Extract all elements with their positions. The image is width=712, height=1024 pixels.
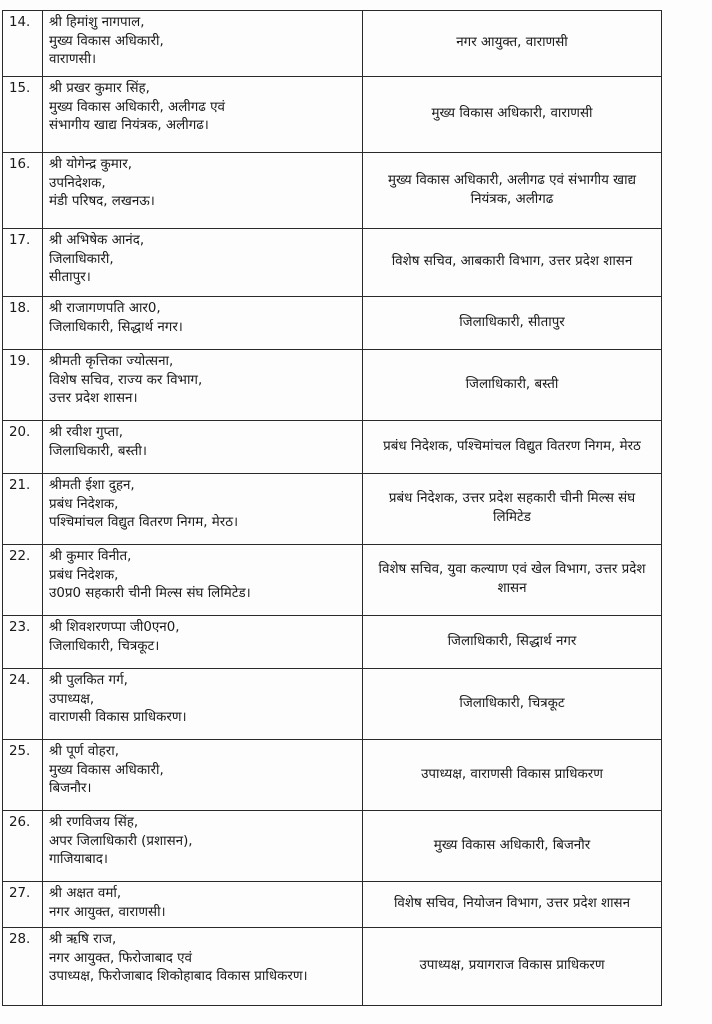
new-posting-cell: उपाध्यक्ष, प्रयागराज विकास प्राधिकरण (363, 928, 662, 1006)
table-row (3, 11, 662, 77)
new-posting-cell: जिलाधिकारी, सिद्धार्थ नगर (363, 616, 662, 669)
new-posting-cell: जिलाधिकारी, सीतापुर (363, 297, 662, 350)
table-row (3, 229, 662, 297)
officer-detail-line: जिलाधिकारी, (49, 251, 114, 267)
serial-number-cell: 28. (3, 928, 43, 1006)
officer-detail-line: उपनिदेशक, (49, 175, 106, 191)
officer-detail-line: उपाध्यक्ष, (49, 691, 95, 707)
officer-detail-line: प्रबंध निदेशक, (49, 567, 119, 583)
officer-current-posting-cell (43, 616, 363, 669)
officer-detail-line: वाराणसी। (49, 52, 97, 68)
new-posting-cell: मुख्य विकास अधिकारी, बिजनौर (363, 811, 662, 882)
new-posting-cell: विशेष सचिव, युवा कल्याण एवं खेल विभाग, उत्तर प्रदेश शासन (363, 545, 662, 616)
officer-detail-line: श्री पूर्ण वोहरा, (49, 744, 119, 759)
officer-current-posting-cell (43, 153, 363, 229)
new-posting-cell: जिलाधिकारी, बस्ती (363, 350, 662, 421)
table-row (3, 616, 662, 669)
table-row (3, 882, 662, 928)
officer-detail-line: वाराणसी विकास प्राधिकरण। (49, 710, 187, 726)
table-row (3, 928, 662, 1006)
officer-current-posting-cell (43, 811, 363, 882)
officer-detail-line: श्री अक्षत वर्मा, (49, 886, 122, 901)
table-row (3, 545, 662, 616)
officer-detail-line: उ0प्र0 सहकारी चीनी मिल्स संघ लिमिटेड। (49, 586, 251, 602)
officer-detail-line: पश्चिमांचल विद्युत वितरण निगम, मेरठ। (49, 515, 239, 531)
officer-current-posting-cell (43, 928, 363, 1006)
table-row (3, 740, 662, 811)
officer-current-posting-cell (43, 421, 363, 474)
officer-detail-line: जिलाधिकारी, बस्ती। (49, 443, 147, 459)
table-row (3, 297, 662, 350)
new-posting-cell: जिलाधिकारी, चित्रकूट (363, 669, 662, 740)
table-row (3, 669, 662, 740)
officer-detail-line: जिलाधिकारी, सिद्धार्थ नगर। (49, 319, 183, 335)
officer-detail-line: श्री हिमांशु नागपाल, (49, 15, 145, 30)
serial-number-cell: 21. (3, 474, 43, 545)
new-posting-cell: प्रबंध निदेशक, पश्चिमांचल विद्युत वितरण निगम, मेरठ (363, 421, 662, 474)
serial-number-cell: 20. (3, 421, 43, 474)
officer-detail-line: श्री पुलकित गर्ग, (49, 673, 128, 688)
table-row (3, 811, 662, 882)
officer-detail-line: श्री रवीश गुप्ता, (49, 425, 123, 440)
officer-detail-line: श्री राजागणपति आर0, (49, 301, 161, 316)
new-posting-cell: विशेष सचिव, नियोजन विभाग, उत्तर प्रदेश शासन (363, 882, 662, 928)
officer-detail-line: श्री रणविजय सिंह, (49, 815, 139, 830)
serial-number-cell: 14. (3, 11, 43, 77)
officer-detail-line: श्री अभिषेक आनंद, (49, 233, 145, 248)
officer-detail-line: बिजनौर। (49, 781, 92, 797)
serial-number-cell: 19. (3, 350, 43, 421)
officer-detail-line: संभागीय खाद्य नियंत्रक, अलीगढ। (49, 118, 209, 134)
table-row (3, 350, 662, 421)
serial-number-cell: 26. (3, 811, 43, 882)
officer-detail-line: नगर आयुक्त, फिरोजाबाद एवं (49, 950, 192, 966)
serial-number-cell: 23. (3, 616, 43, 669)
officer-detail-line: मंडी परिषद, लखनऊ। (49, 194, 155, 210)
officer-detail-line: गाजियाबाद। (49, 852, 108, 868)
officer-detail-line: मुख्य विकास अधिकारी, अलीगढ एवं (49, 99, 225, 115)
officer-detail-line: जिलाधिकारी, चित्रकूट। (49, 638, 160, 654)
transfer-table-body (3, 11, 662, 1006)
officer-current-posting-cell (43, 740, 363, 811)
serial-number-cell: 17. (3, 229, 43, 297)
officer-current-posting-cell (43, 297, 363, 350)
officer-detail-line: श्रीमती ईशा दुहन, (49, 478, 135, 493)
officer-detail-line: श्री शिवशरणप्पा जी0एन0, (49, 620, 180, 635)
officer-current-posting-cell (43, 545, 363, 616)
serial-number-cell: 25. (3, 740, 43, 811)
officer-detail-line: मुख्य विकास अधिकारी, (49, 762, 164, 778)
new-posting-cell: विशेष सचिव, आबकारी विभाग, उत्तर प्रदेश शासन (363, 229, 662, 297)
officer-current-posting-cell (43, 350, 363, 421)
table-row (3, 474, 662, 545)
officer-detail-line: सीतापुर। (49, 270, 91, 286)
officer-current-posting-cell (43, 474, 363, 545)
officer-detail-line: श्री प्रखर कुमार सिंह, (49, 81, 150, 96)
table-row (3, 77, 662, 153)
officer-detail-line: अपर जिलाधिकारी (प्रशासन), (49, 833, 193, 849)
officer-detail-line: श्रीमती कृत्तिका ज्योत्सना, (49, 354, 174, 369)
serial-number-cell: 27. (3, 882, 43, 928)
serial-number-cell: 22. (3, 545, 43, 616)
new-posting-cell: मुख्य विकास अधिकारी, अलीगढ एवं संभागीय खाद्य नियंत्रक, अलीगढ (363, 153, 662, 229)
serial-number-cell: 18. (3, 297, 43, 350)
officer-detail-line: श्री कुमार विनीत, (49, 549, 132, 564)
officer-current-posting-cell (43, 229, 363, 297)
serial-number-cell: 15. (3, 77, 43, 153)
officer-detail-line: मुख्य विकास अधिकारी, (49, 33, 164, 49)
officer-detail-line: उत्तर प्रदेश शासन। (49, 391, 138, 407)
officer-detail-line: श्री योगेन्द्र कुमार, (49, 157, 132, 172)
officer-current-posting-cell (43, 11, 363, 77)
serial-number-cell: 24. (3, 669, 43, 740)
officer-current-posting-cell (43, 882, 363, 928)
serial-number-cell: 16. (3, 153, 43, 229)
officer-detail-line: श्री ऋषि राज, (49, 932, 117, 947)
new-posting-cell: नगर आयुक्त, वाराणसी (363, 11, 662, 77)
officer-detail-line: उपाध्यक्ष, फिरोजाबाद शिकोहाबाद विकास प्राधिकरण। (49, 969, 308, 985)
officer-detail-line: प्रबंध निदेशक, (49, 496, 119, 512)
officer-current-posting-cell (43, 77, 363, 153)
new-posting-cell: मुख्य विकास अधिकारी, वाराणसी (363, 77, 662, 153)
officer-detail-line: विशेष सचिव, राज्य कर विभाग, (49, 372, 203, 388)
officer-detail-line: नगर आयुक्त, वाराणसी। (49, 904, 166, 920)
officer-current-posting-cell (43, 669, 363, 740)
transfer-table (2, 10, 662, 1006)
table-row (3, 421, 662, 474)
table-row (3, 153, 662, 229)
new-posting-cell: उपाध्यक्ष, वाराणसी विकास प्राधिकरण (363, 740, 662, 811)
new-posting-cell: प्रबंध निदेशक, उत्तर प्रदेश सहकारी चीनी मिल्स संघ लिमिटेड (363, 474, 662, 545)
